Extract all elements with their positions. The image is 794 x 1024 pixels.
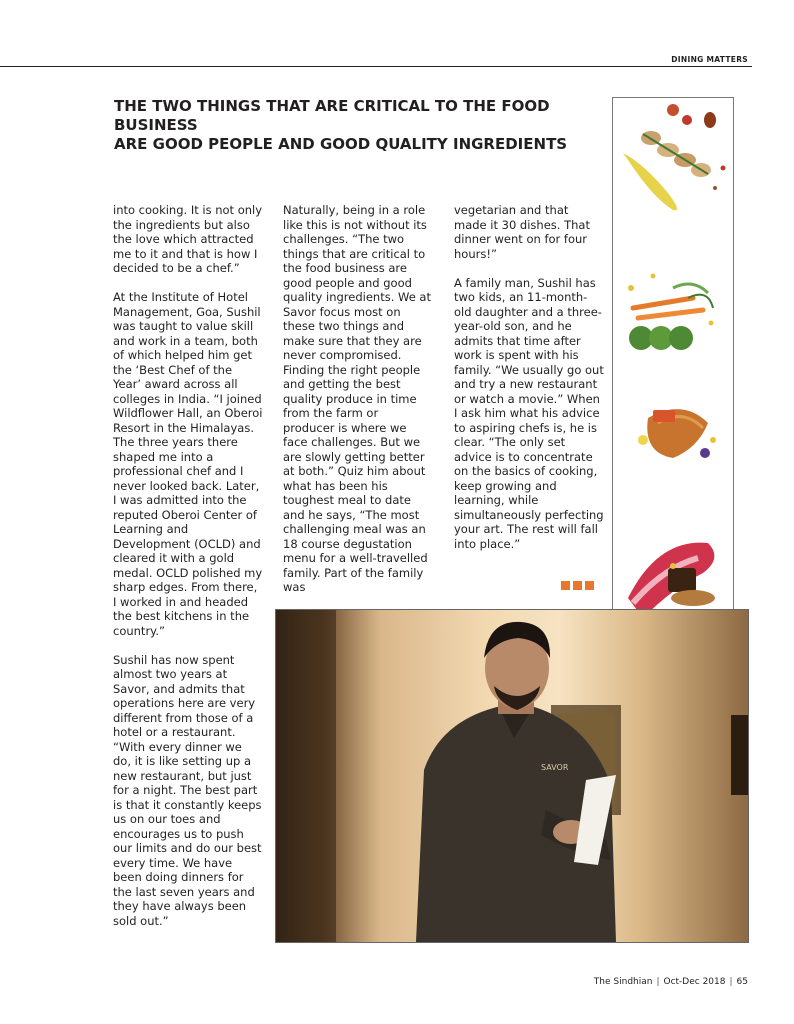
paragraph: At the Institute of Hotel Management, Goa, Sushil was taught to value skill and work in a team, both of which helped him get the ‘Best Chef of the Year’ award across all colleges in India. “I joined Wildflower Hall, an Oberoi Resort in the Himalayas. The three years there shaped me into a professional chef and I never looked back. Later, I was admitted into the reputed Oberoi Center of Learning and Development (OCLD) and cleared it with a gold medal. OCLD polished my sharp edges. From there, I worked in and headed the best kitchens in the country.” xyxy=(113,290,263,638)
header-rule xyxy=(0,66,752,67)
publication-name: The Sindhian xyxy=(593,977,653,987)
end-mark xyxy=(585,581,594,590)
footer-separator: | xyxy=(729,977,733,987)
end-mark xyxy=(573,581,582,590)
page-footer xyxy=(594,977,748,987)
article-end-marks xyxy=(561,581,594,590)
food-photos-illustration xyxy=(613,98,733,638)
food-photo-strip xyxy=(612,97,734,639)
article-column-2 xyxy=(283,203,433,609)
pull-quote-line-1: THE TWO THINGS THAT ARE CRITICAL TO THE FOOD BUSINESS xyxy=(114,97,550,134)
section-label: DINING MATTERS xyxy=(671,55,748,64)
article-column-1 xyxy=(113,203,263,943)
footer-separator: | xyxy=(656,977,660,987)
paragraph: into cooking. It is not only the ingredients but also the love which attracted me to it and that is how I decided to be a chef.” xyxy=(113,203,263,275)
paragraph: Sushil has now spent almost two years at Savor, and admits that operations here are very different from those of a hotel or a restaurant. “With every dinner we do, it is like setting up a new restaurant, but just for a night. The best part is that it constantly keeps us on our toes and encourages us to push our limits and do our best every time. We have been doing dinners for the last seven years and they have always been sold out.” xyxy=(113,652,262,928)
shirt-logo-text: SAVOR xyxy=(541,763,569,772)
paragraph: vegetarian and that made it 30 dishes. That dinner went on for four hours!” xyxy=(454,203,590,261)
pull-quote xyxy=(114,97,604,154)
chef-photo xyxy=(275,609,749,943)
paragraph: A family man, Sushil has two kids, an 11-month-old daughter and a three-year-old son, and he admits that time after work is spent with his family. “We usually go out and try a new restaurant or watch a movie.” When I ask him what his advice to aspiring chefs is, he is clear. “The only set advice is to concentrate on the basics of cooking, keep growing and learning, while simultaneously perfecting your art. The rest will fall into place.” xyxy=(454,275,604,551)
issue-date: Oct-Dec 2018 xyxy=(663,977,726,987)
dish-3-image xyxy=(638,409,716,458)
article-column-3 xyxy=(454,203,604,566)
paragraph: Naturally, being in a role like this is not without its challenges. “The two things that are critical to the food business are good people and good quality ingredients. We at Savor focus most on these two things and make sure that they are never compromised. Finding the right people and getting the best quality produce in time from the farm or producer is where we face challenges. But we are slowly getting better at both.” Quiz him about what has been his toughest meal to date and he says, “The most challenging meal was an 18 course degustation menu for a well-travelled family. Part of the family was xyxy=(283,203,431,594)
dish-1-image xyxy=(623,104,726,210)
pull-quote-line-2: ARE GOOD PEOPLE AND GOOD QUALITY INGREDIENTS xyxy=(114,135,568,153)
chef-illustration xyxy=(276,610,748,942)
dish-2-image xyxy=(628,274,714,351)
page-number: 65 xyxy=(736,977,748,987)
end-mark xyxy=(561,581,570,590)
